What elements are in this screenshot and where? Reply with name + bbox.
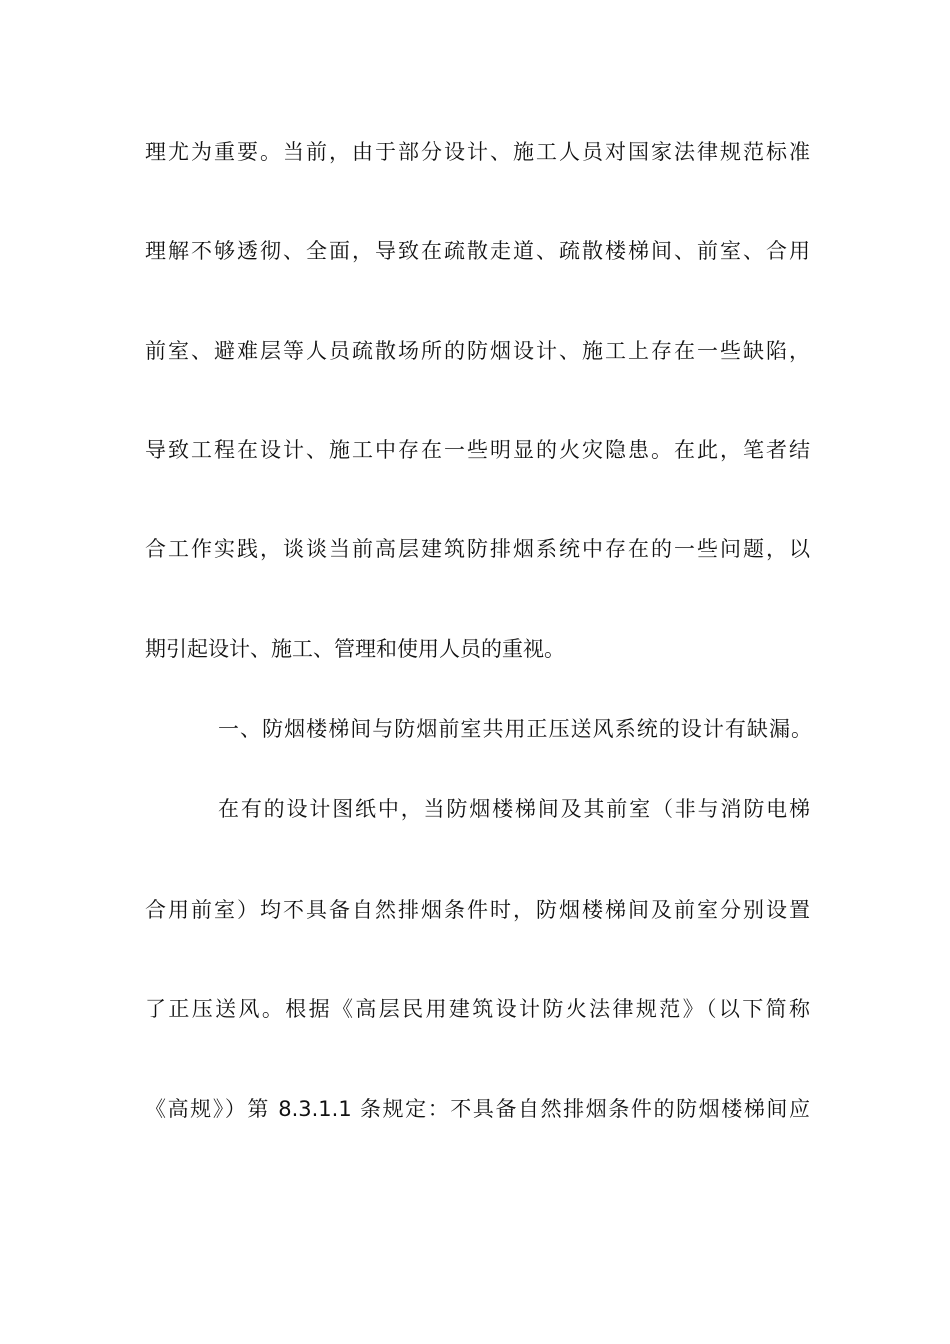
paragraph-line-6: 期引起设计、施工、管理和使用人员的重视。 xyxy=(145,637,565,661)
paragraph-line-1: 理尤为重要。当前，由于部分设计、施工人员对国家法律规范标准 xyxy=(145,140,810,164)
paragraph-line-9: 了正压送风。根据《高层民用建筑设计防火法律规范》（以下简称 xyxy=(145,997,810,1021)
paragraph-line-3: 前室、避难层等人员疏散场所的防烟设计、施工上存在一些缺陷， xyxy=(145,339,810,363)
paragraph-line-8: 合用前室）均不具备自然排烟条件时，防烟楼梯间及前室分别设置 xyxy=(145,898,810,922)
section-heading: 一、防烟楼梯间与防烟前室共用正压送风系统的设计有缺漏。 xyxy=(218,717,812,741)
paragraph-line-7: 在有的设计图纸中，当防烟楼梯间及其前室（非与消防电梯 xyxy=(218,797,810,821)
paragraph-line-10: 《高规》）第 8.3.1.1 条规定：不具备自然排烟条件的防烟楼梯间应 xyxy=(145,1097,810,1121)
paragraph-line-2: 理解不够透彻、全面，导致在疏散走道、疏散楼梯间、前室、合用 xyxy=(145,239,810,263)
paragraph-line-4: 导致工程在设计、施工中存在一些明显的火灾隐患。在此，笔者结 xyxy=(145,438,810,462)
paragraph-line-5: 合工作实践，谈谈当前高层建筑防排烟系统中存在的一些问题，以 xyxy=(145,537,810,561)
